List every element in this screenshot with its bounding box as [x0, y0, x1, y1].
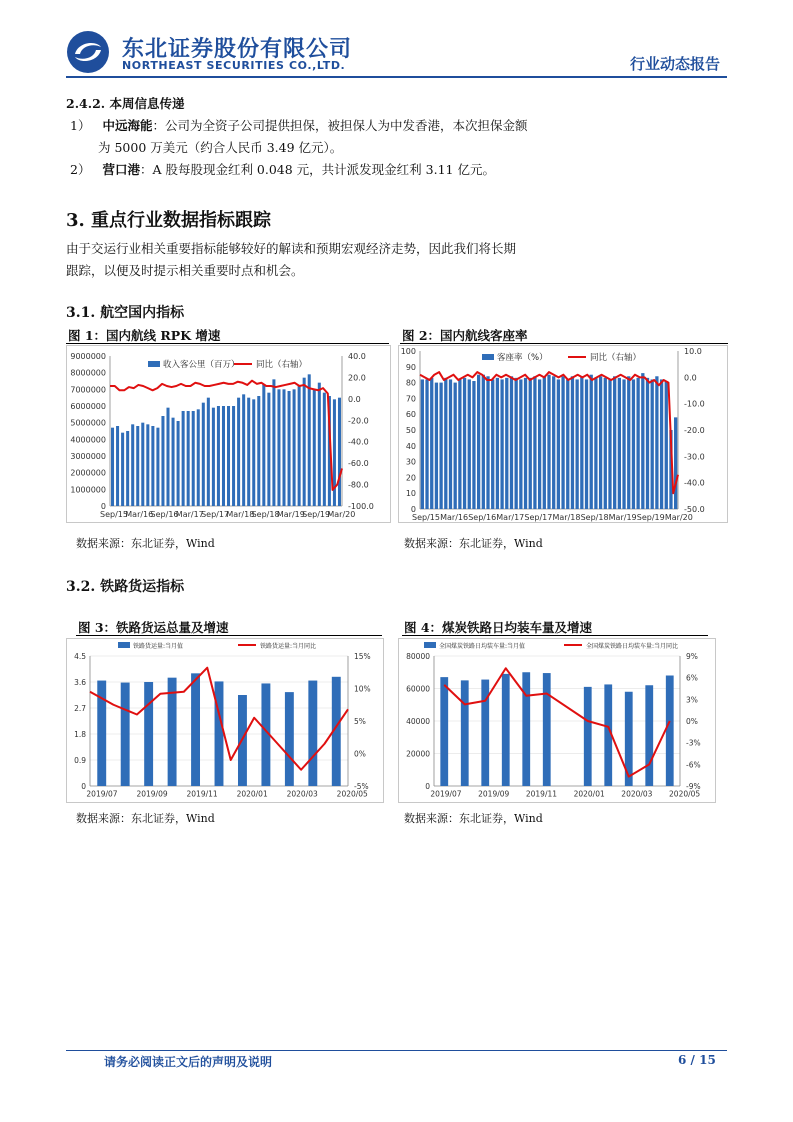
figure-3-source: 数据来源：东北证券，Wind: [76, 812, 215, 825]
bar: [543, 673, 551, 786]
x-tick-label: Mar/20: [664, 513, 693, 522]
bar: [425, 379, 428, 509]
bar: [665, 381, 668, 509]
bar: [126, 431, 129, 506]
y-left-tick-label: 1000000: [70, 485, 106, 495]
header-rule: [66, 76, 727, 78]
bar: [252, 399, 255, 506]
bar: [580, 376, 583, 509]
bar: [461, 680, 469, 786]
y-left-tick-label: 3000000: [70, 452, 106, 461]
bar: [227, 406, 230, 506]
y-left-tick-label: 20: [405, 473, 416, 483]
y-left-tick-label: 10: [405, 489, 416, 499]
bar: [449, 379, 452, 509]
x-tick-label: 2019/07: [86, 789, 118, 799]
bar: [599, 376, 602, 509]
news-item-company: 中远海能: [102, 118, 153, 133]
bar: [435, 383, 438, 509]
bar: [318, 383, 321, 506]
bar: [303, 378, 306, 506]
bar: [524, 378, 527, 509]
y-right-tick-label: -3%: [686, 738, 701, 748]
y-right-tick-label: -40.0: [684, 478, 705, 488]
bar: [156, 428, 159, 506]
bar: [552, 376, 555, 509]
y-right-tick-label: -6%: [686, 760, 701, 770]
news-item-2: [70, 159, 495, 181]
bar: [486, 376, 489, 509]
bar: [655, 376, 658, 509]
bar: [641, 373, 644, 509]
bar: [237, 398, 240, 506]
y-right-tick-label: -5%: [354, 782, 369, 791]
y-left-tick-label: 2000000: [70, 468, 106, 478]
legend-swatch-bars: [424, 642, 436, 648]
y-left-tick-label: 7000000: [70, 385, 106, 395]
bar: [674, 417, 677, 509]
bar: [172, 418, 175, 506]
y-left-tick-label: 6000000: [70, 402, 106, 411]
x-tick-label: Sep/19: [302, 510, 331, 519]
footer-rule: [66, 1050, 727, 1051]
news-item-company: 营口港: [102, 162, 140, 177]
y-right-tick-label: -40.0: [348, 437, 369, 447]
bar: [338, 398, 341, 506]
y-left-tick-label: 60: [405, 410, 416, 420]
company-logo: [66, 30, 110, 74]
y-left-tick-label: 8000000: [70, 368, 106, 378]
bar: [144, 682, 153, 786]
section-3-heading: 3. 重点行业数据指标跟踪: [66, 210, 272, 231]
y-right-tick-label: 0%: [686, 717, 698, 726]
bar: [454, 383, 457, 509]
x-tick-label: Sep/15: [412, 513, 440, 522]
bar: [272, 379, 275, 506]
x-tick-label: Mar/16: [125, 510, 154, 519]
bar: [636, 378, 639, 509]
y-right-tick-label: 0.0: [684, 373, 697, 383]
bar: [267, 393, 270, 506]
x-tick-label: Mar/18: [226, 510, 255, 519]
x-tick-label: Sep/18: [580, 513, 609, 522]
x-tick-label: Sep/19: [636, 513, 665, 522]
figure-4-rule: [402, 635, 708, 636]
chart-rpk: [66, 345, 391, 523]
bar: [146, 424, 149, 506]
bar: [482, 375, 485, 509]
x-tick-label: 2019/09: [478, 789, 510, 799]
x-tick-label: 2019/07: [430, 789, 462, 799]
bar: [472, 381, 475, 509]
figure-1-rule: [66, 343, 389, 344]
bar: [285, 692, 294, 786]
y-right-tick-label: 15%: [354, 652, 371, 661]
page-number: 6 / 15: [678, 1053, 716, 1067]
x-tick-label: Sep/15: [100, 510, 128, 519]
news-item-1-cont: 为 5000 万美元（约合人民币 3.49 亿元）。: [98, 140, 343, 155]
news-item-text: ：A 股每股现金红利 0.048 元，共计派发现金红利 3.11 亿元。: [139, 162, 495, 177]
bar: [177, 421, 180, 506]
bar: [458, 379, 461, 509]
legend-swatch-bars: [118, 642, 130, 648]
company-name-en: NORTHEAST SECURITIES CO.,LTD.: [122, 59, 346, 72]
chart-coal-loading: [398, 638, 716, 803]
figure-4-source: 数据来源：东北证券，Wind: [404, 812, 543, 825]
y-left-tick-label: 1.8: [74, 730, 86, 739]
x-tick-label: Sep/16: [150, 510, 179, 519]
bar: [491, 379, 494, 509]
bar: [166, 408, 169, 506]
x-tick-label: 2019/11: [186, 789, 218, 799]
y-left-tick-label: 90: [405, 362, 416, 372]
legend-label-bars: 全国煤炭铁路日均装车量:当月值: [439, 643, 526, 650]
x-tick-label: Mar/17: [175, 510, 204, 519]
y-left-tick-label: 2.7: [74, 704, 86, 713]
y-right-tick-label: 10.0: [684, 347, 702, 356]
y-right-tick-label: -80.0: [348, 480, 369, 490]
legend-label-line: 铁路货运量:当月同比: [260, 643, 317, 650]
bar: [590, 375, 593, 509]
bar: [182, 411, 185, 506]
bar: [217, 406, 220, 506]
figure-4-title: 图 4：煤炭铁路日均装车量及增速: [404, 620, 593, 635]
y-right-tick-label: 6%: [686, 673, 698, 683]
bar: [468, 379, 471, 509]
y-left-tick-label: 0: [425, 782, 430, 791]
bar: [632, 379, 635, 509]
logo-icon: [66, 30, 110, 74]
y-left-tick-label: 5000000: [70, 418, 106, 428]
x-tick-label: Sep/17: [201, 510, 230, 519]
legend-swatch-bars: [482, 354, 494, 360]
section-3-para-line1: 由于交运行业相关重要指标能够较好的解读和预期宏观经济走势，因此我们将长期: [66, 241, 517, 256]
bar: [212, 408, 215, 506]
y-right-tick-label: -9%: [686, 782, 701, 791]
bar: [232, 406, 235, 506]
bar: [505, 378, 508, 509]
bar: [477, 375, 480, 509]
bar: [111, 428, 114, 506]
y-left-tick-label: 3.6: [74, 678, 86, 687]
bar: [257, 396, 260, 506]
bar: [187, 411, 190, 506]
y-right-tick-label: -100.0: [348, 502, 374, 511]
bar: [192, 411, 195, 506]
bar: [430, 378, 433, 509]
bar: [215, 681, 224, 786]
y-right-tick-label: 40.0: [348, 352, 366, 361]
figure-2-title: 图 2：国内航线客座率: [402, 328, 528, 343]
bar: [543, 376, 546, 509]
y-right-tick-label: 3%: [686, 695, 698, 705]
bar: [288, 391, 291, 506]
y-left-tick-label: 80000: [406, 652, 430, 661]
bar: [510, 376, 513, 509]
news-item-number: 1）: [70, 118, 91, 133]
bar: [502, 674, 510, 786]
y-right-tick-label: 10%: [354, 684, 371, 694]
figure-3-title: 图 3：铁路货运总量及增速: [78, 620, 229, 635]
bar: [463, 378, 466, 509]
y-right-tick-label: -50.0: [684, 505, 705, 514]
bar: [161, 416, 164, 506]
y-right-tick-label: -20.0: [684, 426, 705, 435]
bar: [645, 685, 653, 786]
y-left-tick-label: 40: [405, 441, 416, 451]
bar: [439, 383, 442, 509]
chart-load-factor: [398, 345, 728, 523]
y-left-tick-label: 70: [405, 394, 416, 404]
section-242-heading: 2.4.2. 本周信息传递: [66, 96, 185, 111]
bar: [660, 379, 663, 509]
x-tick-label: Mar/19: [608, 513, 637, 522]
y-left-tick-label: 40000: [406, 717, 430, 726]
bar: [131, 424, 134, 506]
y-right-tick-label: -30.0: [684, 452, 705, 462]
bar: [262, 384, 265, 506]
y-right-tick-label: -10.0: [684, 399, 705, 409]
x-tick-label: Mar/19: [276, 510, 305, 519]
bar: [533, 376, 536, 509]
legend-label-bars: 收入客公里（百万）: [163, 360, 240, 370]
y-left-tick-label: 20000: [406, 749, 430, 759]
legend-label-line: 同比（右轴）: [256, 360, 308, 370]
section-32-heading: 3.2. 铁路货运指标: [66, 579, 185, 595]
figure-1-title: 图 1：国内航线 RPK 增速: [68, 328, 221, 343]
x-tick-label: 2020/01: [236, 789, 268, 799]
bar: [608, 379, 611, 509]
bar: [622, 379, 625, 509]
y-left-tick-label: 0: [100, 502, 106, 511]
legend-label-bars: 铁路货运量:当月值: [133, 643, 184, 650]
bar: [557, 379, 560, 509]
y-right-tick-label: -60.0: [348, 459, 369, 469]
bar: [613, 376, 616, 509]
x-tick-label: Mar/16: [440, 513, 469, 522]
y-left-tick-label: 4000000: [70, 435, 106, 445]
bar: [222, 406, 225, 506]
x-tick-label: Sep/18: [251, 510, 280, 519]
bar: [571, 376, 574, 509]
y-left-tick-label: 30: [405, 457, 416, 467]
bar: [646, 378, 649, 509]
legend-label-line: 同比（右轴）: [590, 353, 642, 363]
bar: [651, 379, 654, 509]
bar: [566, 379, 569, 509]
legend-label-bars: 客座率（%）: [497, 353, 548, 363]
footer-disclaimer: 请务必阅读正文后的声明及说明: [104, 1055, 273, 1069]
y-right-tick-label: 20.0: [348, 373, 366, 383]
bar: [421, 379, 424, 509]
x-tick-label: 2019/11: [525, 789, 558, 799]
bar: [522, 672, 530, 786]
x-tick-label: 2020/01: [573, 789, 605, 799]
bar: [440, 677, 448, 786]
y-right-tick-label: 0%: [354, 749, 366, 759]
bar: [519, 379, 522, 509]
x-tick-label: Mar/20: [327, 510, 356, 519]
news-item-1: [70, 115, 527, 137]
bar: [247, 398, 250, 506]
bar: [515, 378, 518, 509]
y-left-tick-label: 0.9: [74, 756, 86, 765]
bar: [323, 393, 326, 506]
bar: [293, 389, 296, 506]
bar: [197, 409, 200, 506]
y-left-tick-label: 60000: [406, 684, 430, 694]
bar: [627, 376, 630, 509]
bar: [141, 423, 144, 506]
bar: [618, 378, 621, 509]
x-tick-label: 2020/03: [621, 789, 653, 799]
bar: [547, 375, 550, 509]
x-tick-label: 2020/03: [286, 789, 318, 799]
bar: [121, 683, 130, 786]
figure-1-source: 数据来源：东北证券，Wind: [76, 537, 215, 550]
bar: [444, 378, 447, 509]
y-right-tick-label: -20.0: [348, 416, 369, 426]
bar: [308, 374, 311, 506]
x-tick-label: 2020/05: [336, 789, 368, 799]
bar: [604, 378, 607, 509]
report-type: 行业动态报告: [630, 55, 721, 73]
y-right-tick-label: 5%: [354, 717, 366, 726]
y-right-tick-label: 0.0: [348, 394, 361, 404]
y-left-tick-label: 9000000: [70, 352, 106, 361]
x-tick-label: Sep/17: [524, 513, 553, 522]
bar: [116, 426, 119, 506]
bar: [576, 379, 579, 509]
y-left-tick-label: 100: [400, 347, 416, 356]
chart-rail-freight: [66, 638, 384, 803]
figure-2-source: 数据来源：东北证券，Wind: [404, 537, 543, 550]
bar: [136, 426, 139, 506]
bar: [277, 389, 280, 506]
x-tick-label: 2020/05: [669, 789, 701, 799]
bar: [282, 389, 285, 506]
x-tick-label: Mar/18: [552, 513, 581, 522]
legend-swatch-bars: [148, 361, 160, 367]
x-tick-label: 2019/09: [136, 789, 168, 799]
bar: [151, 426, 154, 506]
section-31-heading: 3.1. 航空国内指标: [66, 305, 185, 321]
bar: [242, 394, 245, 506]
news-item-number: 2）: [70, 162, 91, 177]
bar: [500, 379, 503, 509]
bar: [191, 673, 200, 786]
bar: [666, 676, 674, 787]
bar: [496, 378, 499, 509]
bar: [308, 681, 317, 786]
y-left-tick-label: 4.5: [74, 652, 86, 661]
bar: [202, 403, 205, 506]
bar: [313, 389, 316, 506]
bar: [207, 398, 210, 506]
y-left-tick-label: 80: [405, 378, 416, 388]
bar: [585, 379, 588, 509]
legend-label-line: 全国煤炭铁路日均装车量:当月同比: [586, 643, 679, 650]
x-tick-label: Mar/17: [496, 513, 525, 522]
y-left-tick-label: 50: [405, 426, 416, 435]
section-3-para-line2: 跟踪，以便及时提示相关重要时点和机会。: [66, 263, 304, 278]
bar: [529, 378, 532, 509]
y-right-tick-label: 9%: [686, 652, 698, 661]
bar: [121, 433, 124, 506]
y-left-tick-label: 0: [410, 505, 416, 514]
figure-3-rule: [76, 635, 382, 636]
y-left-tick-label: 0: [81, 782, 86, 791]
bar: [298, 386, 301, 506]
figure-2-rule: [400, 343, 728, 344]
bar: [561, 376, 564, 509]
news-item-text: ：公司为全资子公司提供担保，被担保人为中发香港，本次担保金额: [152, 118, 528, 133]
x-tick-label: Sep/16: [468, 513, 497, 522]
bar: [584, 687, 592, 786]
bar: [538, 379, 541, 509]
bar: [594, 378, 597, 509]
company-name-cn: 东北证券股份有限公司: [122, 37, 353, 62]
